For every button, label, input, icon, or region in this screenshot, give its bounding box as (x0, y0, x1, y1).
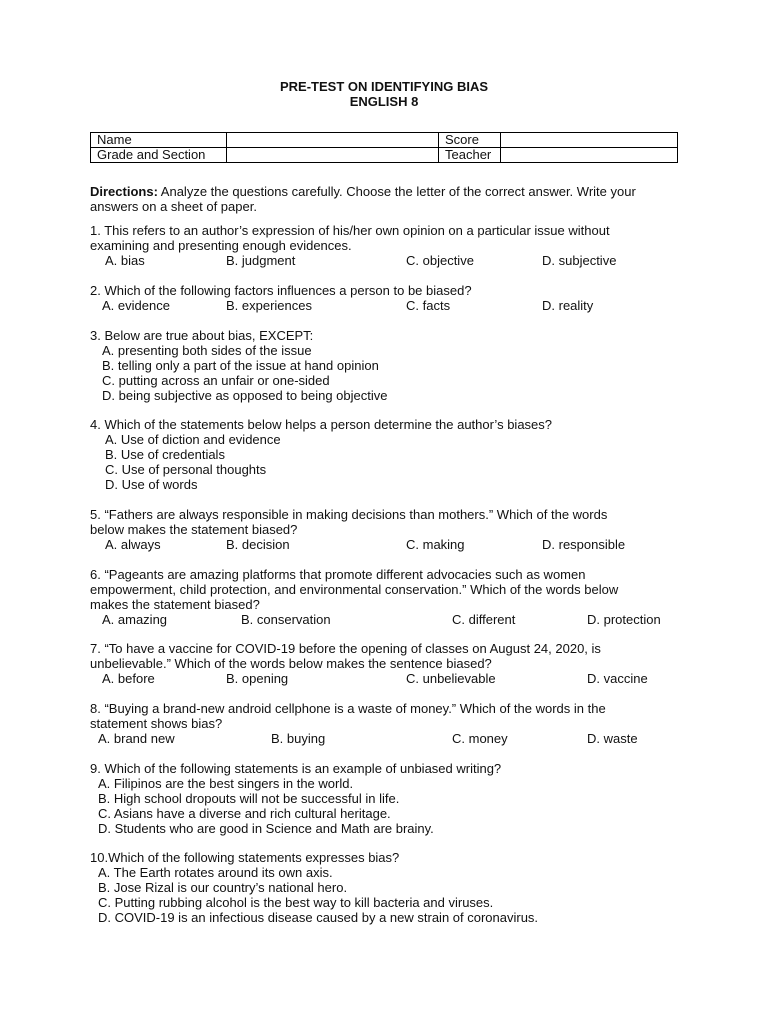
question-text: 10.Which of the following statements expresses bias? (90, 850, 400, 865)
question-1 (90, 223, 690, 268)
question-text: 1. This refers to an author’s expression of his/her own opinion on a particular issue without (90, 223, 610, 238)
question-3 (90, 328, 690, 403)
question-text: examining and presenting enough evidences. (90, 238, 352, 253)
choice-c: C. making (406, 537, 465, 552)
score-label: Score (439, 133, 501, 148)
choice-c: C. putting across an unfair or one-sided (102, 373, 330, 388)
score-field[interactable] (501, 133, 678, 148)
question-text: empowerment, child protection, and environmental conservation.” Which of the words below (90, 582, 619, 597)
choice-b: B. Use of credentials (105, 447, 225, 462)
choice-b: B. conservation (241, 612, 331, 627)
choice-c: C. Asians have a diverse and rich cultural heritage. (98, 806, 391, 821)
question-text: 4. Which of the statements below helps a person determine the author’s biases? (90, 417, 553, 432)
page-subtitle: ENGLISH 8 (349, 94, 419, 109)
question-text: 2. Which of the following factors influences a person to be biased? (90, 283, 472, 298)
choice-a: A. amazing (102, 612, 168, 627)
choice-b: B. decision (226, 537, 290, 552)
choice-c: C. unbelievable (406, 671, 496, 686)
choice-d: D. vaccine (587, 671, 648, 686)
choice-d: D. Use of words (105, 477, 198, 492)
choice-a: A. The Earth rotates around its own axis. (98, 865, 333, 880)
name-field[interactable] (227, 133, 439, 148)
choice-c: C. different (452, 612, 516, 627)
choice-b: B. Jose Rizal is our country’s national hero. (98, 880, 348, 895)
choice-c: C. facts (406, 298, 451, 313)
choice-d: D. being subjective as opposed to being objective (102, 388, 388, 403)
choice-b: B. telling only a part of the issue at hand opinion (102, 358, 379, 373)
question-10 (90, 850, 690, 925)
question-text: 6. “Pageants are amazing platforms that promote different advocacies such as women (90, 567, 586, 582)
choice-d: D. subjective (542, 253, 617, 268)
question-4 (90, 417, 690, 492)
question-text: 5. “Fathers are always responsible in making decisions than mothers.” Which of the words (90, 507, 608, 522)
choice-d: D. waste (587, 731, 638, 746)
choice-a: A. brand new (98, 731, 175, 746)
question-2 (90, 283, 690, 313)
table-row (91, 148, 678, 163)
choice-a: A. Use of diction and evidence (105, 432, 281, 447)
choice-b: B. judgment (226, 253, 296, 268)
student-info-table (90, 132, 678, 163)
directions-label: Directions: (90, 184, 158, 199)
choice-a: A. bias (105, 253, 145, 268)
directions-text: Analyze the questions carefully. Choose the letter of the correct answer. Write your (157, 184, 636, 199)
question-7 (90, 641, 690, 686)
question-6 (90, 567, 690, 627)
choice-b: B. experiences (226, 298, 312, 313)
question-text: makes the statement biased? (90, 597, 260, 612)
directions (90, 184, 690, 214)
question-text: below makes the statement biased? (90, 522, 298, 537)
choice-d: D. COVID-19 is an infectious disease caused by a new strain of coronavirus. (98, 910, 539, 925)
question-text: 9. Which of the following statements is an example of unbiased writing? (90, 761, 502, 776)
choice-a: A. presenting both sides of the issue (102, 343, 312, 358)
teacher-field[interactable] (501, 148, 678, 163)
question-text: statement shows bias? (90, 716, 223, 731)
question-5 (90, 507, 690, 552)
choice-c: C. Use of personal thoughts (105, 462, 267, 477)
choice-b: B. buying (271, 731, 326, 746)
page-title: PRE-TEST ON IDENTIFYING BIAS (279, 79, 488, 94)
question-8 (90, 701, 690, 746)
question-text: unbelievable.” Which of the words below makes the sentence biased? (90, 656, 492, 671)
choice-a: A. before (102, 671, 155, 686)
directions-text: answers on a sheet of paper. (90, 199, 257, 214)
choice-d: D. reality (542, 298, 594, 313)
grade-section-label: Grade and Section (91, 148, 227, 163)
choice-d: D. protection (587, 612, 661, 627)
grade-section-field[interactable] (227, 148, 439, 163)
question-text: 7. “To have a vaccine for COVID-19 before the opening of classes on August 24, 2020, is (90, 641, 601, 656)
choice-d: D. Students who are good in Science and Math are brainy. (98, 821, 434, 836)
name-label: Name (91, 133, 227, 148)
question-9 (90, 761, 690, 836)
choice-c: C. Putting rubbing alcohol is the best way to kill bacteria and viruses. (98, 895, 494, 910)
choice-a: A. always (105, 537, 161, 552)
choice-d: D. responsible (542, 537, 626, 552)
question-text: 3. Below are true about bias, EXCEPT: (90, 328, 314, 343)
choice-b: B. High school dropouts will not be successful in life. (98, 791, 400, 806)
choice-a: A. evidence (102, 298, 170, 313)
choice-c: C. money (452, 731, 508, 746)
teacher-label: Teacher (439, 148, 501, 163)
choice-a: A. Filipinos are the best singers in the world. (98, 776, 354, 791)
table-row (91, 133, 678, 148)
choice-c: C. objective (406, 253, 474, 268)
question-text: 8. “Buying a brand-new android cellphone is a waste of money.” Which of the words in the (90, 701, 606, 716)
choice-b: B. opening (226, 671, 289, 686)
